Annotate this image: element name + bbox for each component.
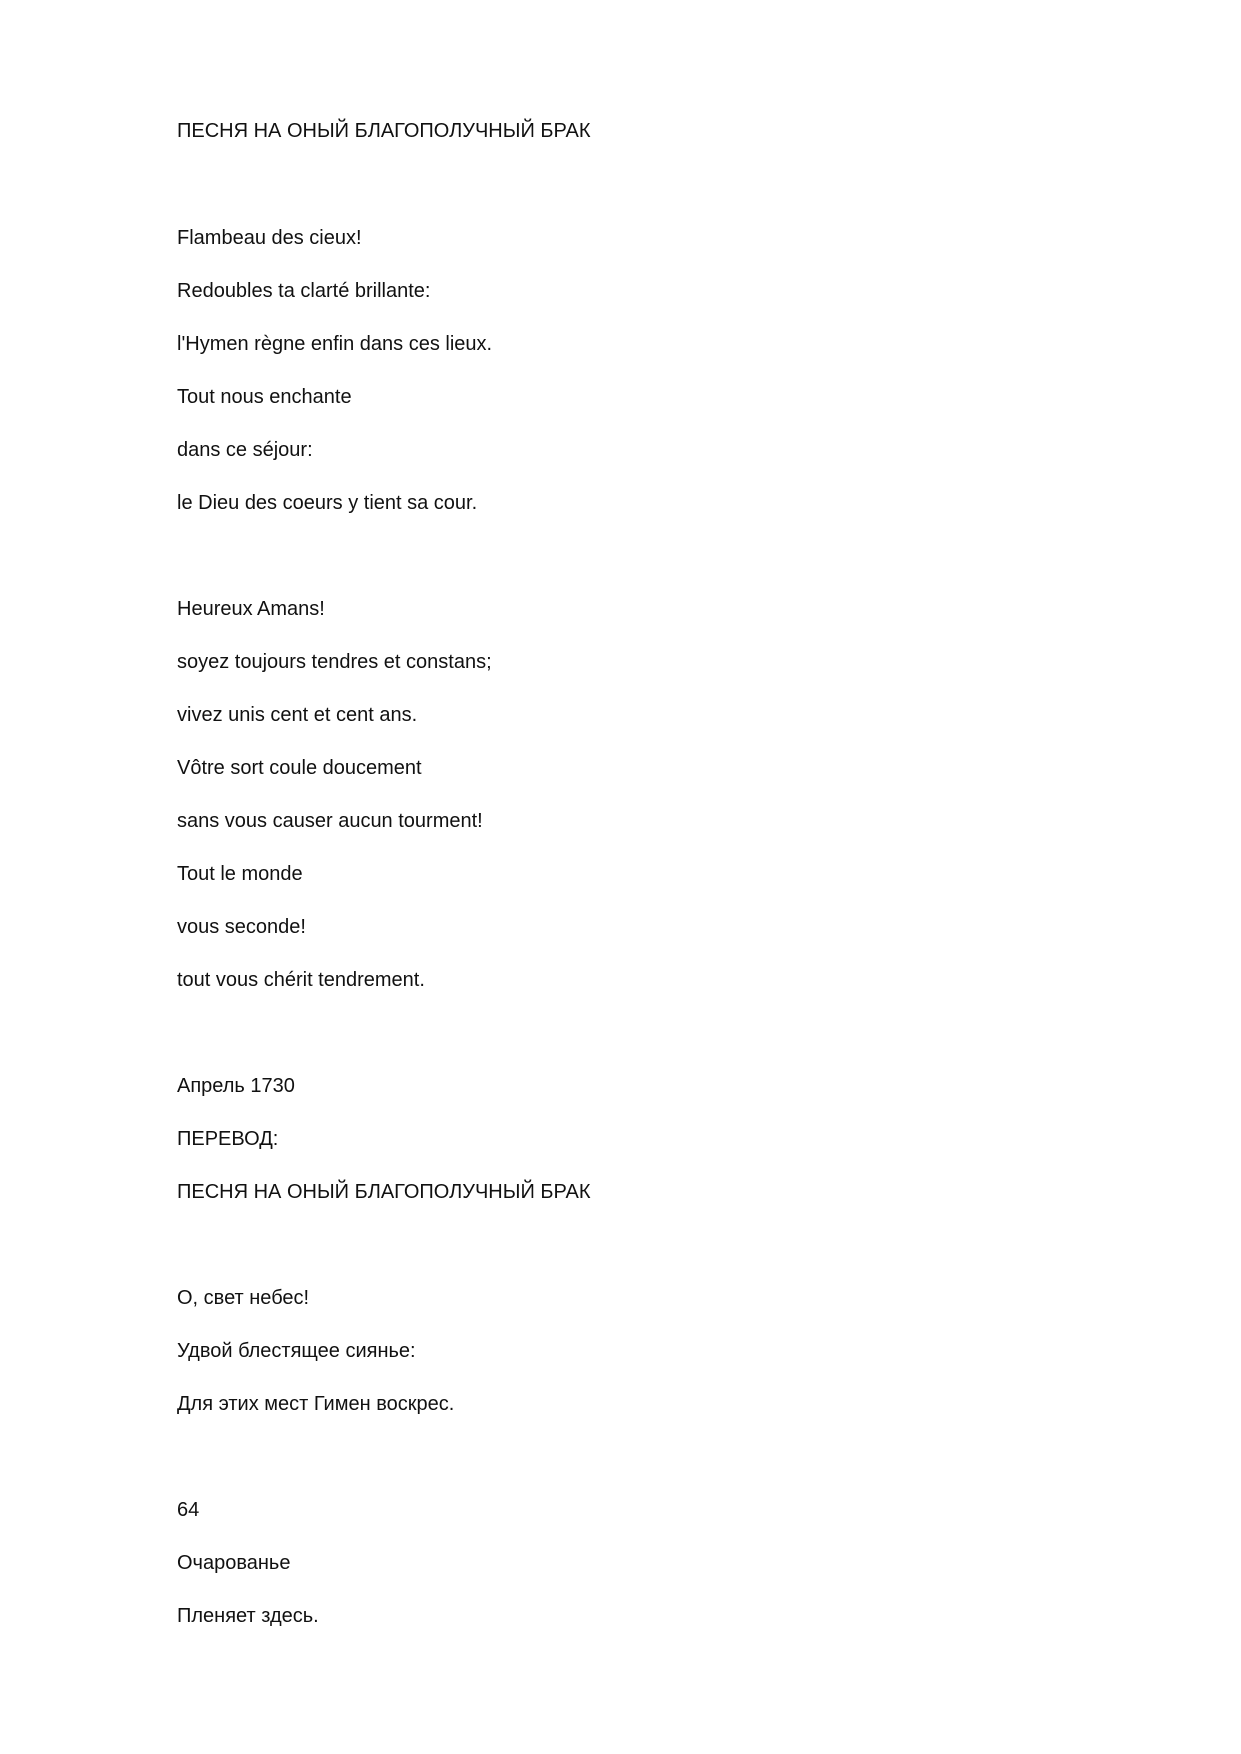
poem-line: soyez toujours tendres et constans; [177,651,492,673]
poem-line: Tout le monde [177,863,303,885]
poem-line: Tout nous enchante [177,386,352,408]
poem-line: Heureux Amans! [177,598,325,620]
poem-line: dans ce séjour: [177,439,313,461]
poem-line: Для этих мест Гимен воскрес. [177,1393,455,1415]
poem-line: vivez unis cent et cent ans. [177,704,418,726]
poem-line: Очарованье [177,1552,291,1574]
poem-line: l'Hymen règne enfin dans ces lieux. [177,333,493,355]
poem-line: О, свет небес! [177,1287,310,1309]
poem-line: Flambeau des cieux! [177,227,362,249]
poem-line: sans vous causer aucun tourment! [177,810,483,832]
translation-label: ПЕРЕВОД: [177,1128,279,1150]
poem-title: ПЕСНЯ НА ОНЫЙ БЛАГОПОЛУЧНЫЙ БРАК [177,120,591,142]
poem-line: le Dieu des coeurs y tient sa cour. [177,492,478,514]
date-line: Апрель 1730 [177,1075,295,1097]
poem-line: Vôtre sort coule doucement [177,757,422,779]
poem-line: Redoubles ta clarté brillante: [177,280,431,302]
poem-line: vous seconde! [177,916,306,938]
poem-line: Пленяет здесь. [177,1605,319,1627]
poem-line: tout vous chérit tendrement. [177,969,425,991]
page-number: 64 [177,1499,200,1521]
translation-title: ПЕСНЯ НА ОНЫЙ БЛАГОПОЛУЧНЫЙ БРАК [177,1181,591,1203]
poem-line: Удвой блестящее сиянье: [177,1340,416,1362]
